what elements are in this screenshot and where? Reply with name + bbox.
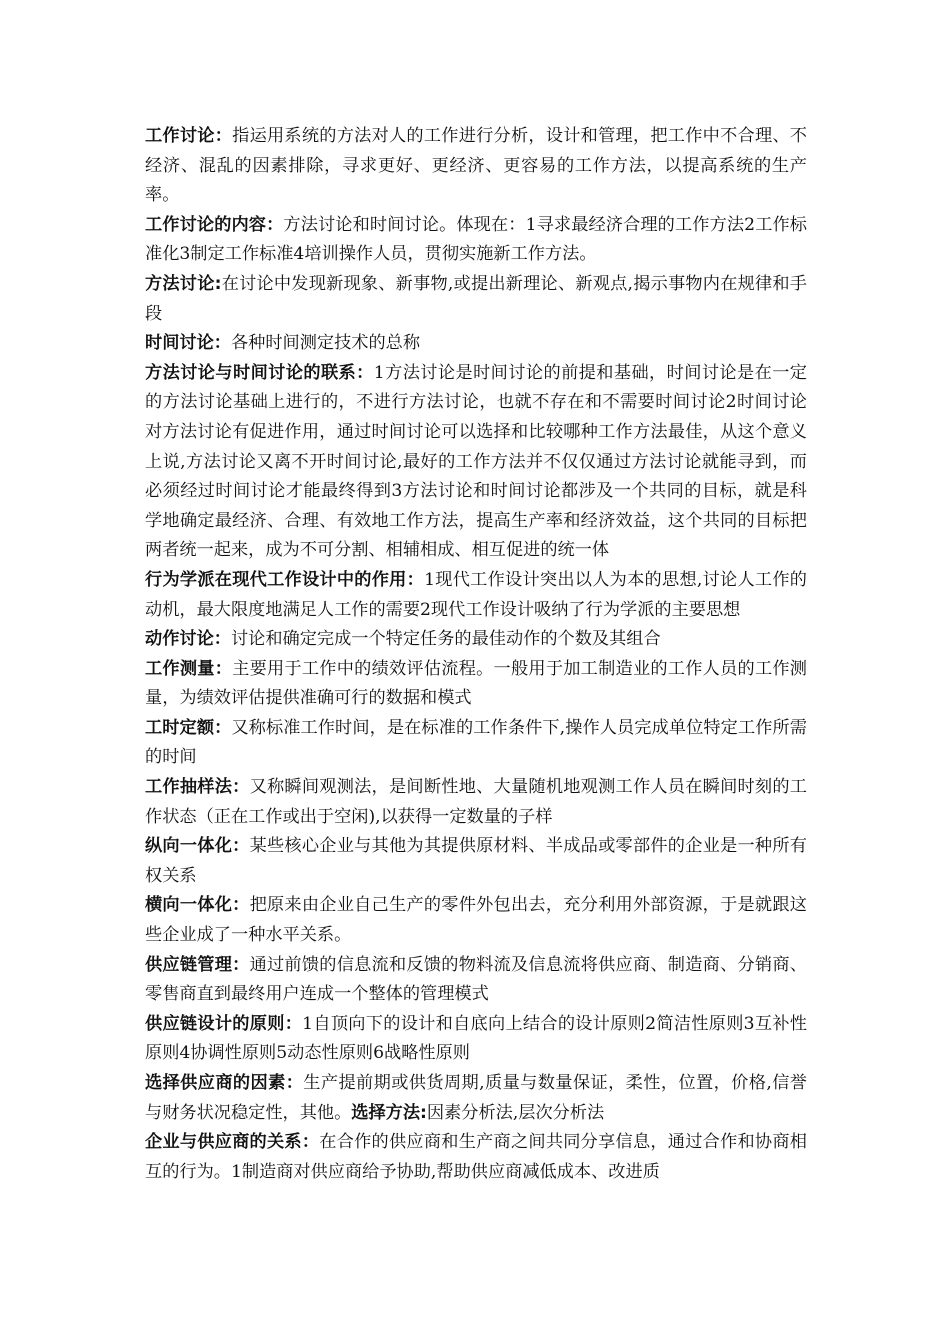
entry-separator: ： — [232, 836, 250, 857]
entry-separator: ： — [406, 569, 425, 590]
entry-work-measurement — [145, 655, 807, 714]
entry-term: 企业与供应商的关系 — [145, 1132, 302, 1153]
entry-body: 生产提前期或供货周期,质量与数量保证，柔性，位置，价格,信誉与财务状况稳定性，其他。 — [145, 1073, 807, 1123]
entry-term: 动作讨论 — [145, 629, 214, 650]
entry-term: 选择供应商的因素 — [145, 1073, 286, 1093]
entry-method-time-relation — [145, 359, 807, 566]
entry-term-secondary: 选择方法 — [351, 1102, 421, 1123]
entry-separator: ： — [266, 214, 284, 235]
entry-body: 把原来由企业自己生产的零件外包出去，充分利用外部资源，于是就跟这些企业成了一种水平关系。 — [145, 895, 807, 946]
entry-separator: ： — [301, 1132, 320, 1153]
entry-separator: ： — [285, 1073, 304, 1093]
entry-separator: ： — [284, 1013, 303, 1034]
entry-body: 1自顶向下的设计和自底向上结合的设计原则2简洁性原则3互补性原则4协调性原则5动态性原则6战略性原则 — [145, 1013, 807, 1064]
entry-term: 方法讨论 — [145, 273, 215, 294]
entry-horizontal-integration — [145, 891, 807, 950]
entry-body: 某些核心企业与其他为其提供原材料、半成品或零部件的企业是一种所有权关系 — [145, 836, 807, 886]
entry-body: 在合作的供应商和生产商之间共同分享信息，通过合作和协商相互的行为。1制造商对供应商给予协助,帮助供应商减低成本、改进质 — [145, 1132, 807, 1182]
entry-term: 工作讨论 — [145, 126, 215, 146]
entry-body-secondary: 因素分析法,层次分析法 — [426, 1102, 605, 1123]
entry-separator: ： — [232, 895, 250, 916]
entry-term: 方法讨论与时间讨论的联系 — [145, 362, 357, 383]
entry-separator: ： — [213, 629, 231, 650]
entry-separator: ： — [232, 954, 250, 975]
entry-work-study-content — [145, 211, 807, 270]
entry-supplier-selection-factors — [145, 1069, 807, 1128]
entry-body: 讨论和确定完成一个特定任务的最佳动作的个数及其组合 — [230, 629, 661, 650]
entry-behavioral-school — [145, 566, 807, 625]
entry-term: 工作讨论的内容 — [145, 214, 267, 235]
entry-separator: ： — [356, 362, 374, 383]
entry-supply-chain-management — [145, 951, 807, 1010]
entry-work-sampling — [145, 773, 807, 832]
entry-body: 指运用系统的方法对人的工作进行分析，设计和管理，把工作中不合理、不经济、混乱的因素排除，寻求更好、更经济、更容易的工作方法，以提高系统的生产率。 — [145, 126, 807, 206]
entry-vertical-integration — [145, 832, 807, 891]
entry-term: 横向一体化 — [145, 895, 233, 916]
entry-separator: ： — [214, 126, 233, 146]
entry-body: 方法讨论和时间讨论。体现在：1寻求最经济合理的工作方法2工作标准化3制定工作标准4培训操作人员，贯彻实施新工作方法。 — [145, 214, 807, 265]
entry-separator: ： — [214, 717, 232, 738]
entry-time-study — [145, 329, 807, 359]
entry-body: 1方法讨论是时间讨论的前提和基础，时间讨论是在一定的方法讨论基础上进行的，不进行方法讨论，也就不存在和不需要时间讨论2时间讨论对方法讨论有促进作用，通过时间讨论可以选择和比较哪种工作方法最佳，从这个意义上说,方法讨论又离不开时间讨论,最好的工作方法并不仅仅通过方法讨论就能寻到，而必须经过时间讨论才能最终得到3方法讨论和时间讨论都涉及一个共同的目标，就是科学地确定最经济、合理、有效地工作方法，提高生产率和经济效益，这个共同的目标把两者统一起来，成为不可分割、相辅相成、相互促进的统一体 — [145, 362, 807, 561]
entry-term: 供应链设计的原则 — [145, 1013, 285, 1034]
entry-separator: ： — [214, 658, 233, 679]
entry-enterprise-supplier-relation — [145, 1128, 807, 1187]
entry-body: 各种时间测定技术的总称 — [230, 333, 421, 354]
entry-separator: ： — [232, 777, 250, 798]
entry-work-study — [145, 122, 807, 211]
entry-separator-secondary: : — [420, 1102, 427, 1123]
entry-term: 纵向一体化 — [145, 836, 233, 857]
entry-body: 通过前馈的信息流和反馈的物料流及信息流将供应商、制造商、分销商、零售商直到最终用户连成一个整体的管理模式 — [145, 954, 807, 1005]
entry-term: 行为学派在现代工作设计中的作用 — [145, 569, 407, 590]
entry-motion-study — [145, 625, 807, 655]
entry-body: 主要用于工作中的绩效评估流程。一般用于加工制造业的工作人员的工作测量，为绩效评估提供准确可行的数据和模式 — [145, 658, 807, 709]
entry-body: 1现代工作设计突出以人为本的思想,讨论人工作的动机，最大限度地满足人工作的需要2现代工作设计吸纳了行为学派的主要思想 — [145, 569, 807, 620]
entry-body: 又称瞬间观测法，是间断性地、大量随机地观测工作人员在瞬间时刻的工作状态（正在工作或出于空闲),以获得一定数量的子样 — [145, 777, 807, 827]
entry-supply-chain-design-principles — [145, 1010, 807, 1069]
entry-term: 工时定额 — [145, 717, 215, 738]
entry-term: 时间讨论 — [145, 333, 214, 354]
entry-time-standard — [145, 714, 807, 773]
entry-separator: ： — [213, 333, 231, 354]
entry-term: 供应链管理 — [145, 954, 233, 975]
document-body — [145, 122, 807, 1187]
entry-method-study — [145, 270, 807, 329]
entry-separator: : — [214, 273, 222, 294]
entry-body: 在讨论中发现新现象、新事物,或提出新理论、新观点,揭示事物内在规律和手段 — [145, 273, 807, 324]
entry-term: 工作抽样法 — [145, 777, 233, 798]
entry-term: 工作测量 — [145, 658, 215, 679]
entry-body: 又称标准工作时间，是在标准的工作条件下,操作人员完成单位特定工作所需的时间 — [145, 717, 807, 768]
